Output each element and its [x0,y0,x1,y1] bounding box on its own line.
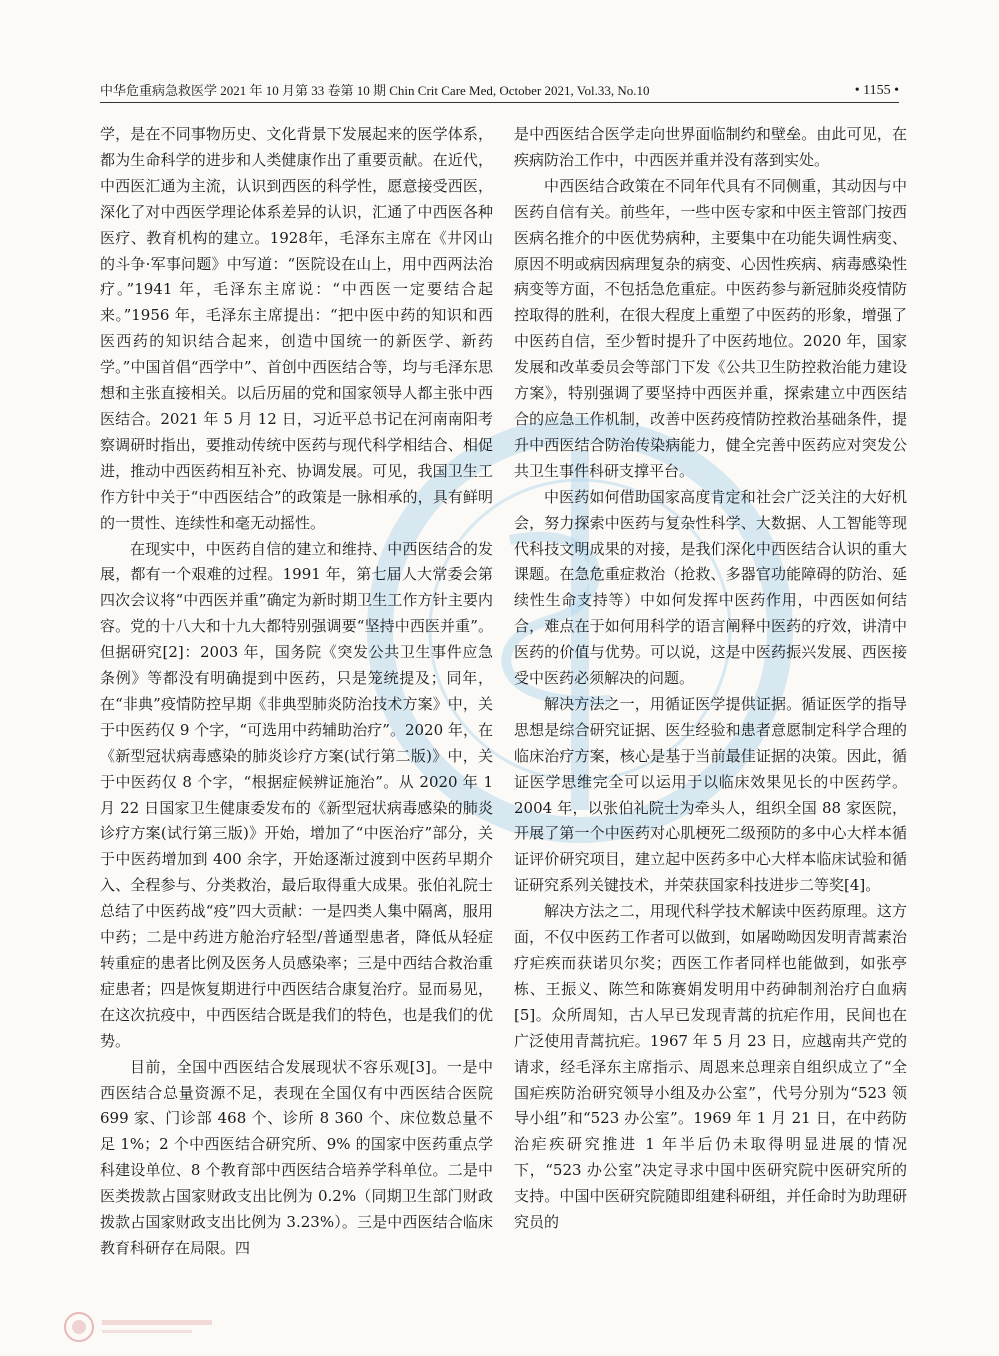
paragraph: 在现实中，中医药自信的建立和维持、中西医结合的发展，都有一个艰难的过程。1991 年，第七届人大常委会第四次会议将“中西医并重”确定为新时期卫生工作方针主要内容。党的十八大和十九大都特别强调要“坚持中西医并重”。但据研究[2]：2003 年，国务院《突发公共卫生事件应急条例》等都没有明确提到中医药，只是笼统提及；同年，在“非典”疫情防控早期《非典型肺炎防治技术方案》中，关于中医药仅 9 个字，“可选用中药辅助治疗”。2020 年，在《新型冠状病毒感染的肺炎诊疗方案(试行第二版)》中，关于中医药仅 8 个字，“根据症候辨证施治”。从 2020 年 1 月 22 日国家卫生健康委发布的《新型冠状病毒感染的肺炎诊疗方案(试行第三版)》开始，增加了“中医治疗”部分，关于中医药增加到 400 余字，开始逐渐过渡到中医药早期介入、全程参与、分类救治，最后取得重大成果。张伯礼院士总结了中医药战“疫”四大贡献：一是四类人集中隔离，服用中药；二是中药进方舱治疗轻型/普通型患者，降低从轻症转重症的患者比例及医务人员感染率；三是中西结合救治重症患者；四是恢复期进行中西医结合康复治疗。显而易见，在这次抗疫中，中西医结合既是我们的特色，也是我们的优势。 [100,539,493,1050]
journal-info: 中华危重病急救医学 2021 年 10 月第 33 卷第 10 期 Chin Crit Care Med, October 2021, Vol.33, No.10 [100,83,650,98]
paragraph: 学，是在不同事物历史、文化背景下发展起来的医学体系，都为生命科学的进步和人类健康作出了重要贡献。在近代，中西医汇通为主流，认识到西医的科学性，愿意接受西医，深化了对中西医学理论体系差异的认识，汇通了中西医各种医疗、教育机构的建立。1928年，毛泽东主席在《井冈山的斗争·军事问题》中写道：“医院设在山上，用中西两法治疗。”1941 年，毛泽东主席说：“中西医一定要结合起来。”1956 年，毛泽东主席提出：“把中医中药的知识和西医西药的知识结合起来，创造中国统一的新医学、新药学。”中国首倡“西学中”、首创中西医结合等，均与毛泽东思想和主张直接相关。以后历届的党和国家领导人都主张中西医结合。2021 年 5 月 12 日，习近平总书记在河南南阳考察调研时指出，要推动传统中医药与现代科学相结合、相促进，推动中西医药相互补充、协调发展。可见，我国卫生工作方针中关于“中西医结合”的政策是一脉相承的，具有鲜明的一贯性、连续性和毫无动摇性。 [100,125,493,532]
right-column [514,122,907,1236]
running-header [100,80,899,103]
paragraph: 解决方法之一，用循证医学提供证据。循证医学的指导思想是综合研究证据、医生经验和患者意愿制定科学合理的临床治疗方案，核心是基于当前最佳证据的决策。因此，循证医学思维完全可以运用于以临床效果见长的中医药学。2004 年，以张伯礼院士为牵头人，组织全国 88 家医院，开展了第一个中医药对心肌梗死二级预防的多中心大样本循证评价研究项目，建立起中医药多中心大样本临床试验和循证研究系列关键技术，并荣获国家科技进步二等奖[4]。 [514,694,907,895]
left-column [100,122,493,1262]
paragraph: 解决方法之二，用现代科学技术解读中医药原理。这方面，不仅中医药工作者可以做到，如屠呦呦因发明青蒿素治疗疟疾而获诺贝尔奖；西医工作者同样也能做到，如张亭栋、王振义、陈竺和陈赛娟发明用中药砷制剂治疗白血病[5]。众所周知，古人早已发现青蒿的抗疟作用，民间也在广泛使用青蒿抗疟。1967 年 5 月 23 日，应越南共产党的请求，经毛泽东主席指示、周恩来总理亲自组织成立了“全国疟疾防治研究领导小组及办公室”，代号分别为“523 领导小组”和“523 办公室”。1969 年 1 月 21 日，在中药防治疟疾研究推进 1 年半后仍未取得明显进展的情况下，“523 办公室”决定寻求中国中医研究院中医研究所的支持。中国中医研究院随即组建科研组，并任命时为助理研究员的 [514,902,907,1232]
paragraph: 是中西医结合医学走向世界面临制约和壁垒。由此可见，在疾病防治工作中，中西医并重并没有落到实处。 [514,125,907,169]
paragraph: 中西医结合政策在不同年代具有不同侧重，其动因与中医药自信有关。前些年，一些中医专家和中医主管部门按西医病名推介的中医优势病种，主要集中在功能失调性病变、原因不明或病因病理复杂的病变、心因性疾病、病毒感染性病变等方面，不包括急危重症。中医药参与新冠肺炎疫情防控取得的胜利，在很大程度上重塑了中医药的形象，增强了中医药自信，至少暂时提升了中医药地位。2020 年，国家发展和改革委员会等部门下发《公共卫生防控救治能力建设方案》，特别强调了要坚持中西医并重，探索建立中西医结合的应急工作机制，改善中医药疫情防控救治基础条件，提升中西医结合防治传染病能力，健全完善中医药应对突发公共卫生事件科研支撑平台。 [514,176,907,480]
paragraph: 中医药如何借助国家高度肯定和社会广泛关注的大好机会，努力探索中医药与复杂性科学、大数据、人工智能等现代科技文明成果的对接，是我们深化中西医结合认识的重大课题。在急危重症救治（抢救、多器官功能障碍的防治、延续性生命支持等）中如何发挥中医药作用，中西医如何结合，难点在于如何用科学的语言阐释中医药的疗效，讲清中医药的价值与优势。可以说，这是中医药振兴发展、西医接受中医药必须解决的问题。 [514,487,907,688]
paragraph: 目前，全国中西医结合发展现状不容乐观[3]。一是中西医结合总量资源不足，表现在全国仅有中西医结合医院 699 家、门诊部 468 个、诊所 8 360 个、床位数总量不足 1%；2 个中西医结合研究所、9% 的国家中医药重点学科建设单位、8 个教育部中西医结合培养学科单位。二是中医类拨款占国家财政支出比例为 0.2%（同期卫生部门财政拨款占国家财政支出比例为 3.23%）。三是中西医结合临床教育科研存在局限。四 [100,1057,493,1257]
page-number: • 1155 • [854,83,899,98]
publisher-logo-icon [62,1310,222,1344]
